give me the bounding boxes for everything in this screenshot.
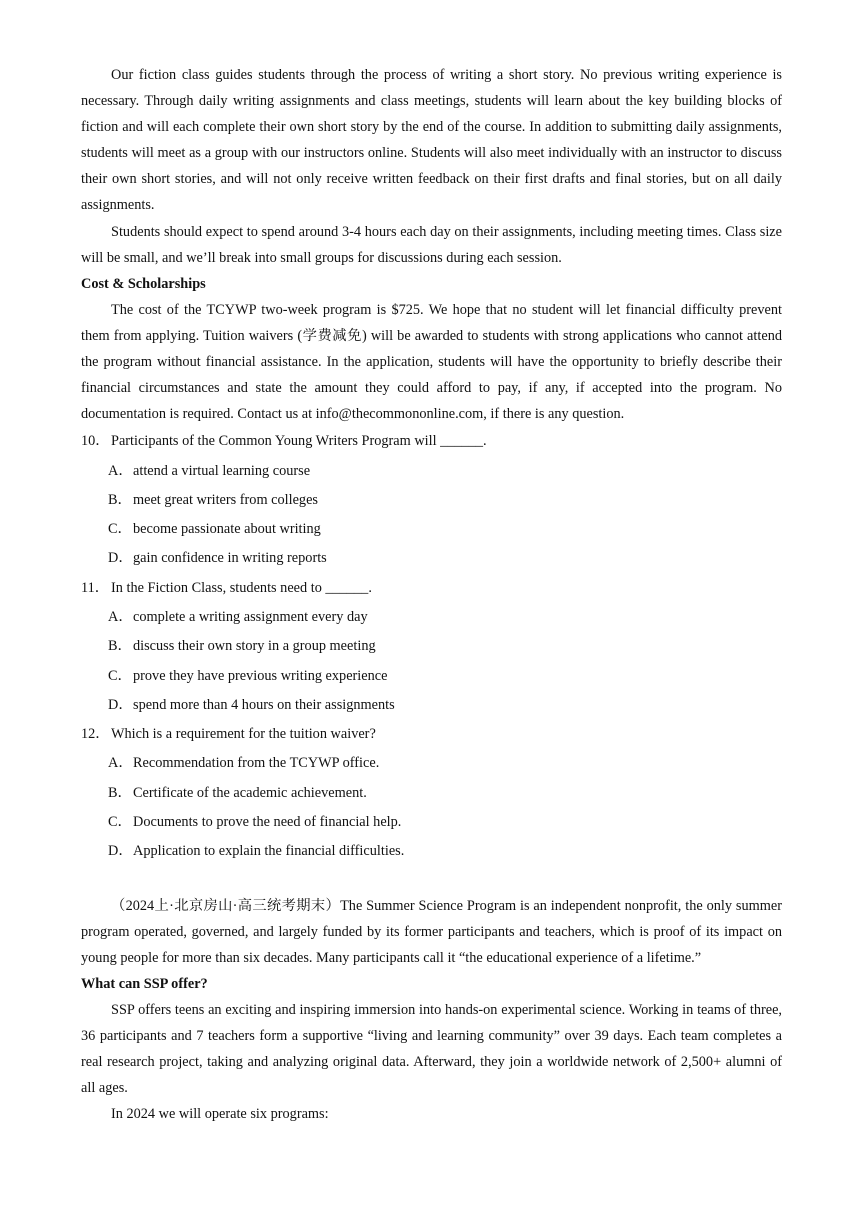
option-text: become passionate about writing bbox=[133, 521, 321, 538]
ssp-intro-paragraph bbox=[81, 893, 782, 971]
option-c bbox=[81, 515, 782, 544]
option-text: meet great writers from colleges bbox=[133, 491, 318, 508]
option-text: gain confidence in writing reports bbox=[133, 550, 327, 567]
option-text: prove they have previous writing experience bbox=[133, 667, 388, 684]
option-letter: D． bbox=[108, 843, 133, 860]
spacer bbox=[81, 867, 782, 893]
intro-text: The Summer Science Program is an independent nonprofit, the only summer program operated, governed, and largely funded by its former participants and teachers, which is proof of its impact on young people for more than six decades. Many participants call it “the educational experience of a lifetime.” bbox=[81, 897, 782, 966]
document-page bbox=[81, 62, 782, 1127]
ssp-programs-paragraph: In 2024 we will operate six programs: bbox=[111, 1106, 329, 1123]
cost-paragraph: The cost of the TCYWP two-week program is $725. We hope that no student will let financial difficulty prevent them from applying. Tuition waivers (学费减免) will be awarded to students with strong applications who cannot attend the program without financial assistance. In the application, students will have the opportunity to briefly describe their financial circumstances and state the amount they could afford to pay, if any, if accepted into the program. No documentation is required. Contact us at info@thecommononline.com, if there is any question. bbox=[81, 301, 782, 423]
option-letter: B． bbox=[108, 491, 132, 508]
option-a bbox=[81, 749, 782, 778]
option-b bbox=[81, 486, 782, 515]
time-commitment-paragraph: Students should expect to spend around 3-4 hours each day on their assignments, including meeting times. Class size will be small, and we’ll break into small groups for discussions during each session. bbox=[81, 223, 782, 266]
ssp-offer-paragraph: SSP offers teens an exciting and inspiring immersion into hands-on experimental science. Working in teams of three, 36 participants and 7 teachers form a supportive “living and learning community” over 39 days. Each team completes a real research project, taking and analyzing original data. Afterward, they join a worldwide network of 2,500+ alumni of all ages. bbox=[81, 1001, 782, 1097]
option-text: discuss their own story in a group meeting bbox=[133, 638, 376, 655]
ssp-offer-heading: What can SSP offer? bbox=[81, 975, 208, 992]
option-text: complete a writing assignment every day bbox=[133, 609, 368, 625]
option-letter: C． bbox=[108, 814, 132, 831]
option-letter: D． bbox=[108, 696, 133, 713]
option-letter: A． bbox=[108, 609, 133, 625]
option-text: attend a virtual learning course bbox=[133, 462, 311, 479]
question-number: 10． bbox=[81, 433, 110, 450]
option-text: Application to explain the financial difficulties. bbox=[133, 843, 405, 860]
option-a bbox=[81, 457, 782, 486]
option-letter: C． bbox=[108, 667, 132, 684]
option-letter: A． bbox=[108, 462, 133, 479]
option-d bbox=[81, 544, 782, 573]
option-c bbox=[81, 808, 782, 837]
option-letter: A． bbox=[108, 755, 133, 772]
option-letter: C． bbox=[108, 521, 132, 538]
question-stem: In the Fiction Class, students need to ______. bbox=[111, 579, 372, 596]
option-b bbox=[81, 779, 782, 808]
option-letter: D． bbox=[108, 550, 133, 567]
question-12 bbox=[81, 720, 782, 866]
option-c bbox=[81, 662, 782, 691]
option-text: Recommendation from the TCYWP office. bbox=[133, 755, 380, 772]
question-stem: Which is a requirement for the tuition waiver? bbox=[111, 726, 376, 743]
question-10 bbox=[81, 427, 782, 573]
source-label: （2024上·北京房山·高三统考期末） bbox=[111, 897, 341, 914]
option-text: spend more than 4 hours on their assignments bbox=[133, 696, 395, 713]
cost-scholarships-heading: Cost & Scholarships bbox=[81, 275, 206, 292]
option-letter: B． bbox=[108, 638, 132, 655]
option-a bbox=[81, 603, 782, 632]
question-11 bbox=[81, 574, 782, 720]
option-b bbox=[81, 632, 782, 661]
question-number: 11． bbox=[81, 579, 110, 596]
option-letter: B． bbox=[108, 784, 132, 801]
question-stem: Participants of the Common Young Writers Program will ______. bbox=[111, 433, 487, 450]
fiction-class-paragraph: Our fiction class guides students through the process of writing a short story. No previous writing experience is necessary. Through daily writing assignments and class meetings, students will learn about the key building blocks of fiction and will each complete their own short story by the end of the course. In addition to submitting daily assignments, students will meet as a group with our instructors online. Students will also meet individually with an instructor to discuss their own short stories, and will not only receive written feedback on their first drafts and final stories, but on all daily assignments. bbox=[81, 67, 782, 214]
option-d bbox=[81, 691, 782, 720]
question-number: 12． bbox=[81, 726, 110, 743]
option-d bbox=[81, 837, 782, 866]
option-text: Documents to prove the need of financial help. bbox=[133, 814, 402, 831]
option-text: Certificate of the academic achievement. bbox=[133, 784, 367, 801]
